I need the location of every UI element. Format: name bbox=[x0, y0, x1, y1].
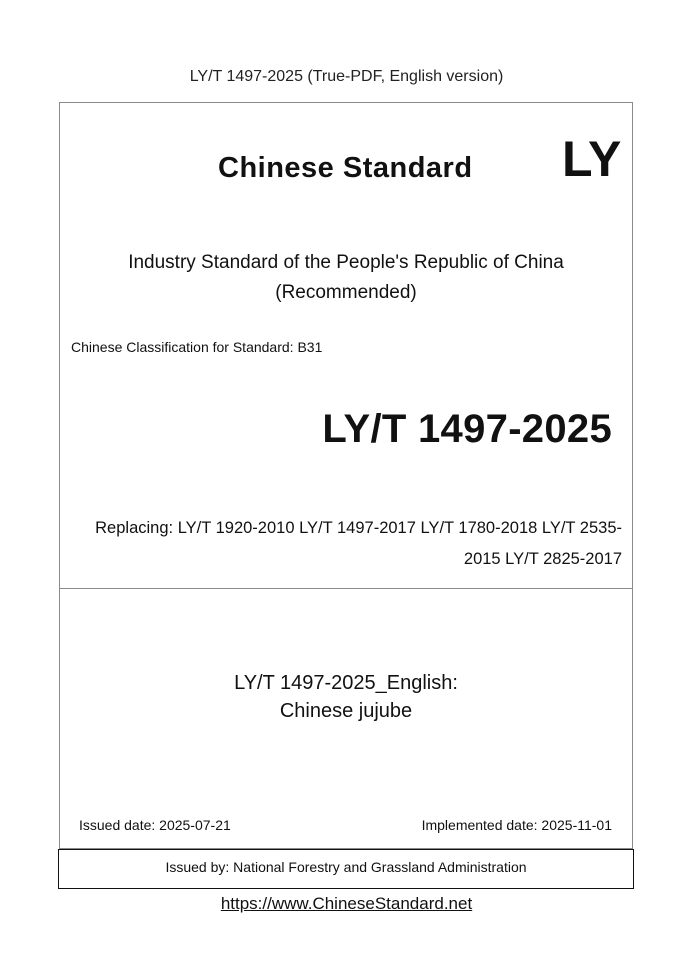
standard-type-title: Chinese Standard bbox=[218, 152, 473, 184]
standard-number: LY/T 1497-2025 bbox=[322, 407, 612, 451]
footer bbox=[0, 894, 693, 914]
industry-line-1: Industry Standard of the People's Republic of China bbox=[128, 252, 564, 273]
website-link[interactable]: https://www.ChineseStandard.net bbox=[220, 894, 473, 913]
english-title-line-2: Chinese jujube bbox=[279, 700, 413, 722]
document-header-title: LY/T 1497-2025 (True-PDF, English version) bbox=[189, 68, 504, 85]
issuer-text: Issued by: National Forestry and Grassland Administration bbox=[165, 859, 527, 875]
replacing-line-2: 2015 LY/T 2825-2017 bbox=[463, 550, 622, 568]
implemented-date: Implemented date: 2025-11-01 bbox=[421, 817, 612, 833]
industry-standard-heading bbox=[59, 248, 633, 308]
classification-text: Chinese Classification for Standard: B31 bbox=[71, 339, 323, 355]
issued-date: Issued date: 2025-07-21 bbox=[79, 817, 231, 833]
english-title-line-1: LY/T 1497-2025_English: bbox=[234, 672, 458, 694]
industry-line-2: (Recommended) bbox=[275, 282, 417, 303]
replacing-list bbox=[76, 513, 622, 575]
english-title bbox=[59, 669, 633, 725]
industry-code: LY bbox=[562, 131, 622, 187]
replacing-line-1: Replacing: LY/T 1920-2010 LY/T 1497-2017 LY/T 1780-2018 LY/T 2535- bbox=[95, 519, 622, 537]
